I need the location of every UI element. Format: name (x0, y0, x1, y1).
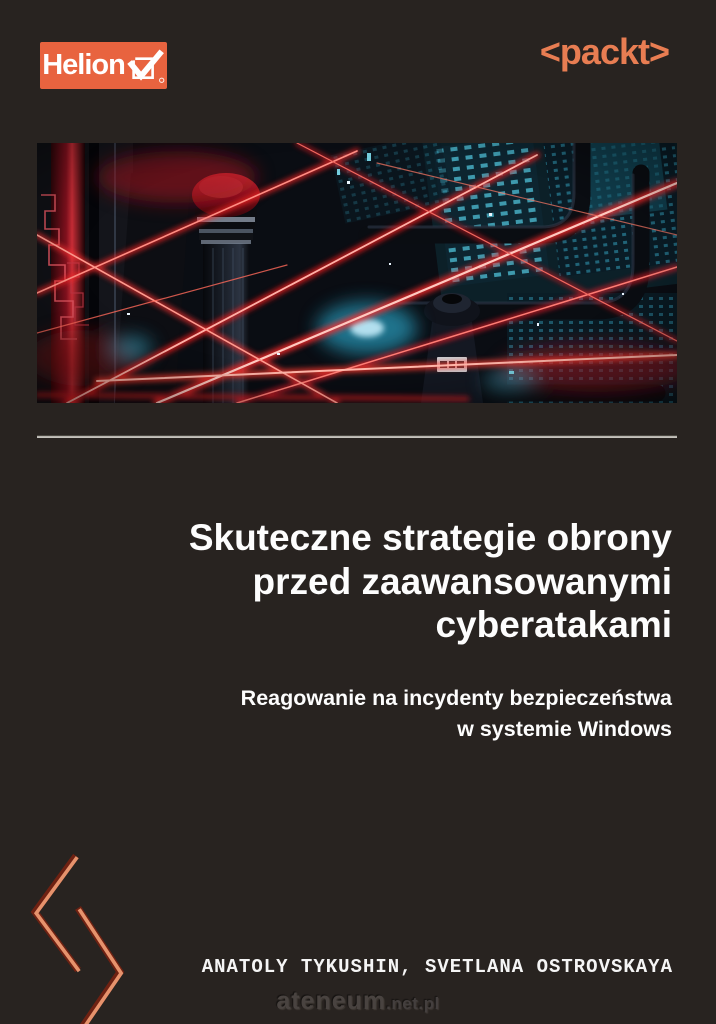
book-subtitle (241, 683, 672, 745)
authors-line: ANATOLY TYKUSHIN, SVETLANA OSTROVSKAYA (201, 956, 673, 978)
watermark (276, 987, 439, 1016)
helion-check-icon (127, 48, 165, 86)
packt-chevrons-icon (26, 848, 136, 1024)
packt-logo: <packt> (539, 31, 669, 72)
subtitle-line-2: w systemie Windows (457, 717, 672, 741)
subtitle-line-1: Reagowanie na incydenty bezpieczeństwa (240, 686, 672, 710)
cover-art-cyberpunk-city-illustration (37, 143, 677, 403)
helion-logo-label: Helion (42, 49, 125, 81)
watermark-main: ateneum (276, 987, 387, 1015)
title-line-2: przed zaawansowanymi (252, 560, 672, 602)
title-line-1: Skuteczne strategie obrony (188, 517, 672, 558)
helion-logo (40, 42, 167, 89)
book-title (189, 516, 672, 647)
divider-line (37, 435, 677, 438)
title-line-3: cyberatakami (435, 604, 672, 645)
watermark-suffix: .net.pl (386, 994, 440, 1013)
